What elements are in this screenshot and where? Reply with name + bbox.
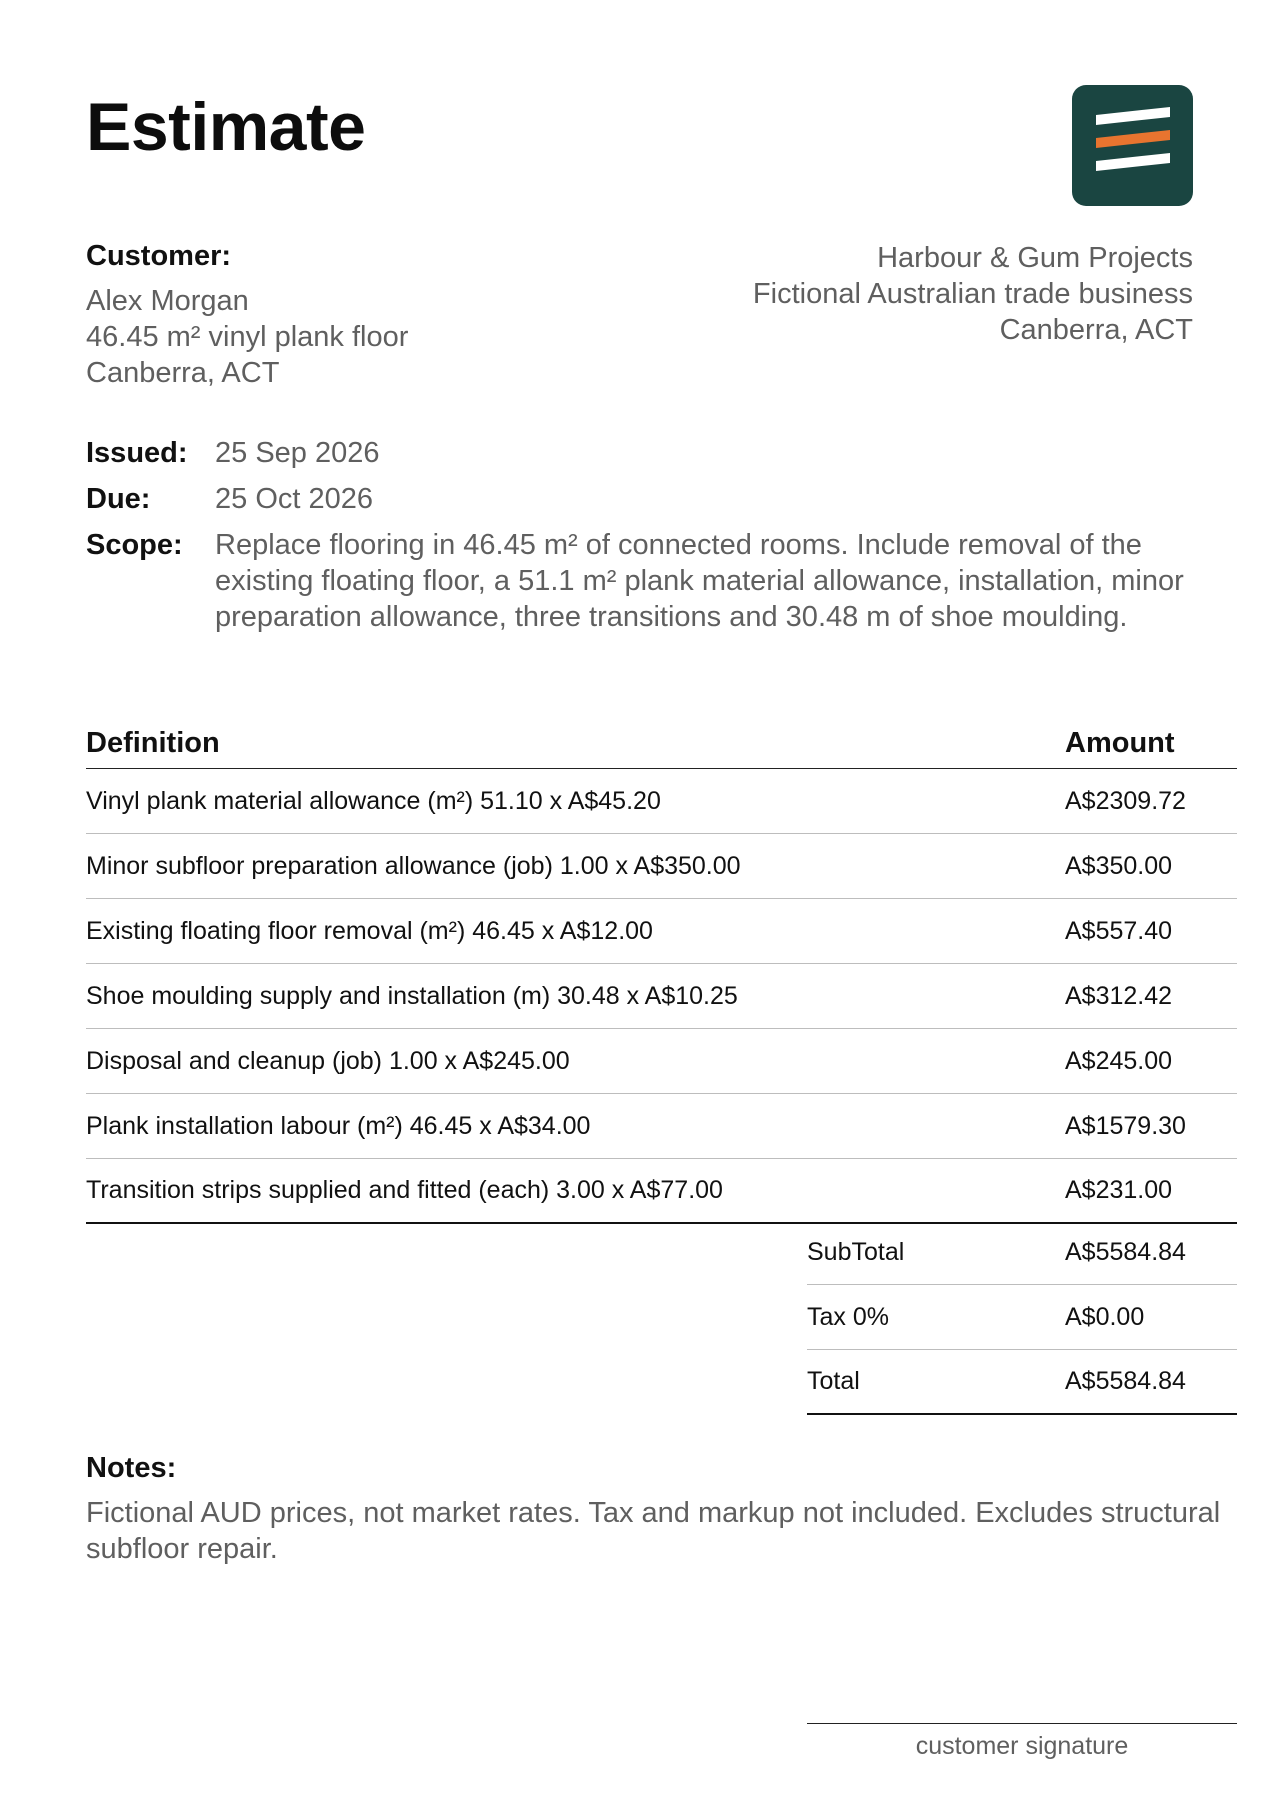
table-row — [86, 834, 1237, 899]
business-block — [633, 240, 1193, 348]
row-definition: Vinyl plank material allowance (m²) 51.10 x A$45.20 — [86, 786, 661, 815]
row-amount: A$557.40 — [1065, 916, 1173, 945]
customer-name: Alex Morgan — [86, 285, 249, 317]
scope-value: Replace flooring in 46.45 m² of connected rooms. Include removal of the existing floating floor, a 51.1 m² plank material allowance, installation, minor preparation allowance, three transitions and 30.48 m of shoe moulding. — [215, 529, 1184, 633]
customer-label: Customer: — [86, 240, 232, 272]
customer-block — [86, 240, 646, 391]
due-row — [86, 481, 1226, 517]
row-definition: Plank installation labour (m²) 46.45 x A$34.00 — [86, 1111, 591, 1140]
scope-label: Scope: — [86, 529, 183, 561]
total-row — [807, 1350, 1237, 1415]
scope-row — [86, 527, 1226, 635]
table-row — [86, 964, 1237, 1029]
tax-row — [807, 1285, 1237, 1350]
definition-header: Definition — [86, 726, 220, 759]
estimate-meta — [86, 435, 1226, 645]
subtotal-row — [807, 1220, 1237, 1285]
row-amount: A$231.00 — [1065, 1176, 1173, 1204]
subtotal-label: SubTotal — [807, 1237, 905, 1266]
totals-table — [807, 1220, 1237, 1415]
subtotal-value: A$5584.84 — [1065, 1237, 1186, 1266]
document-title: Estimate — [86, 89, 366, 165]
customer-location: Canberra, ACT — [86, 357, 280, 389]
table-row — [86, 1159, 1237, 1224]
total-value: A$5584.84 — [1065, 1367, 1186, 1395]
row-definition: Minor subfloor preparation allowance (job) 1.00 x A$350.00 — [86, 851, 741, 880]
customer-project: 46.45 m² vinyl plank floor — [86, 321, 409, 353]
due-label: Due: — [86, 483, 151, 515]
row-amount: A$312.42 — [1065, 981, 1173, 1010]
issued-row — [86, 435, 1226, 471]
table-row — [86, 899, 1237, 964]
business-description: Fictional Australian trade business — [752, 278, 1193, 310]
row-definition: Transition strips supplied and fitted (each) 3.00 x A$77.00 — [86, 1176, 723, 1204]
customer-signature-line[interactable]: customer signature — [807, 1723, 1237, 1761]
notes-label: Notes: — [86, 1452, 177, 1484]
due-value: 25 Oct 2026 — [215, 483, 373, 515]
amount-header: Amount — [1065, 726, 1175, 759]
row-amount: A$2309.72 — [1065, 786, 1186, 815]
business-name: Harbour & Gum Projects — [877, 242, 1193, 274]
line-items-table — [86, 718, 1237, 1224]
row-definition: Shoe moulding supply and installation (m) 30.48 x A$10.25 — [86, 981, 738, 1010]
row-definition: Existing floating floor removal (m²) 46.45 x A$12.00 — [86, 916, 653, 945]
business-location: Canberra, ACT — [999, 314, 1193, 346]
table-row — [86, 769, 1237, 834]
table-header — [86, 718, 1237, 769]
table-row — [86, 1029, 1237, 1094]
notes-text: Fictional AUD prices, not market rates. Tax and markup not included. Excludes structural subfloor repair. — [86, 1497, 1221, 1565]
issued-label: Issued: — [86, 437, 188, 469]
row-amount: A$245.00 — [1065, 1046, 1173, 1075]
table-row — [86, 1094, 1237, 1159]
notes-block — [86, 1452, 1226, 1567]
tax-label: Tax 0% — [807, 1302, 889, 1331]
stacked-planks-logo-icon — [1072, 85, 1193, 206]
row-definition: Disposal and cleanup (job) 1.00 x A$245.00 — [86, 1046, 570, 1075]
issued-value: 25 Sep 2026 — [215, 437, 380, 469]
row-amount: A$350.00 — [1065, 851, 1173, 880]
row-amount: A$1579.30 — [1065, 1111, 1186, 1140]
tax-value: A$0.00 — [1065, 1302, 1145, 1331]
total-label: Total — [807, 1367, 860, 1395]
